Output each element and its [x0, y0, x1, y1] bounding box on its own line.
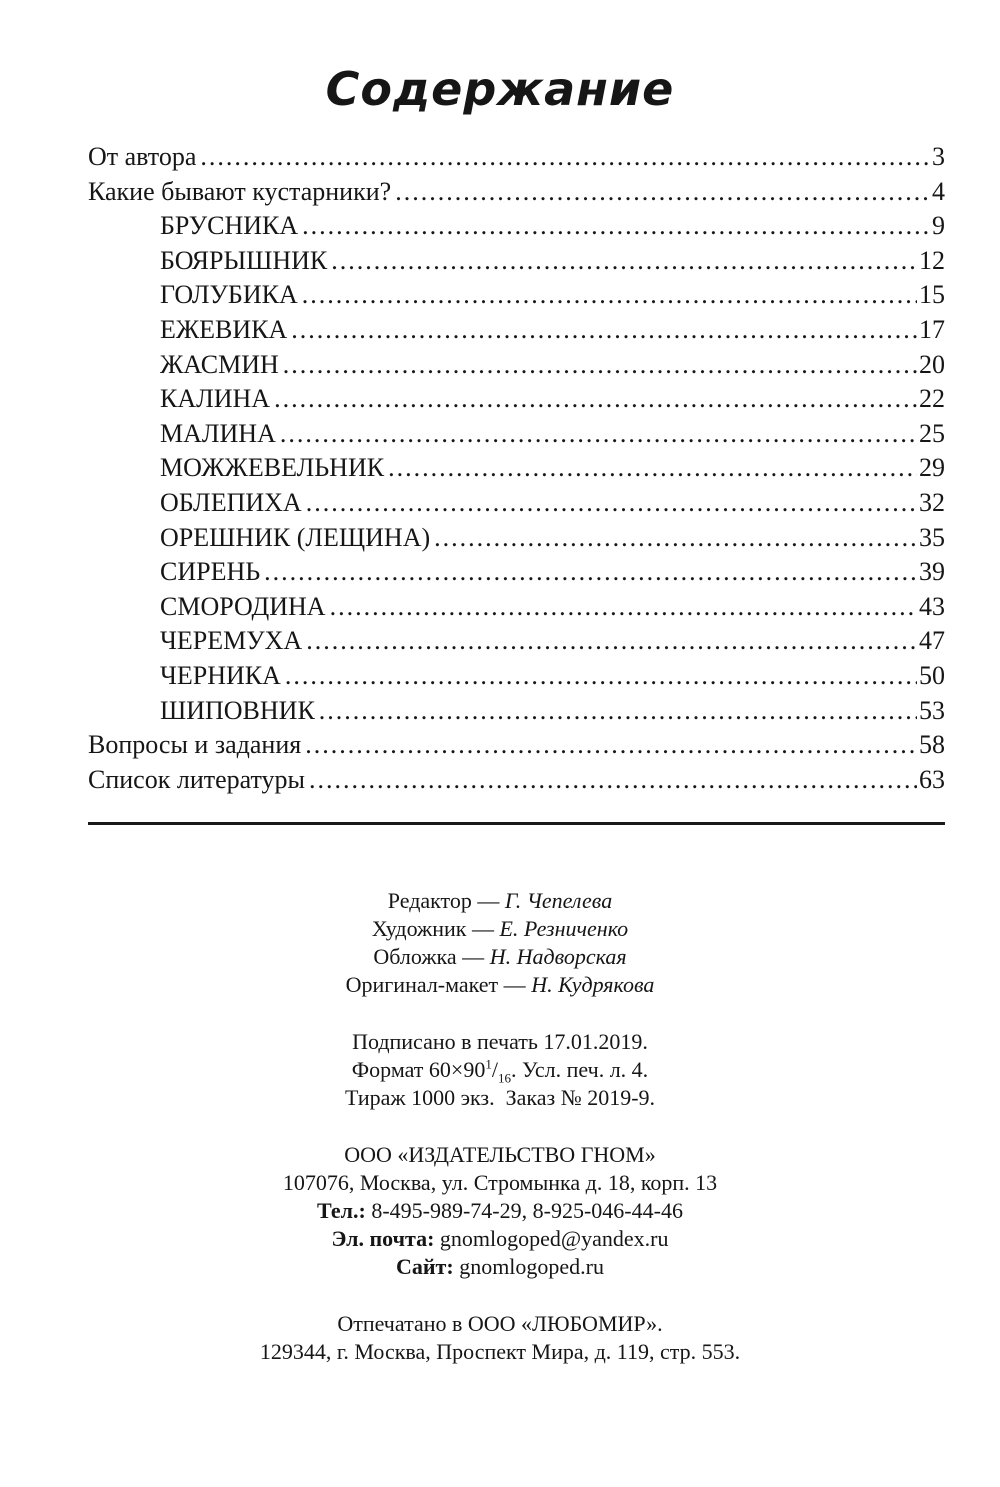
toc-entry[interactable] — [88, 624, 945, 659]
page-title: Содержание — [325, 62, 675, 116]
credit-artist — [0, 915, 1000, 943]
toc-entry-label: ОРЕШНИК (ЛЕЩИНА) — [160, 522, 431, 552]
toc-entry-page: 15 — [919, 280, 945, 310]
dot-leader — [305, 728, 917, 763]
credit-role: Обложка — — [373, 944, 485, 969]
email-value[interactable]: gnomlogoped@yandex.ru — [434, 1226, 669, 1251]
toc-entry-label: КАЛИНА — [160, 384, 271, 414]
printer — [0, 1310, 1000, 1366]
toc-entry-page: 50 — [919, 660, 945, 690]
toc-entry[interactable] — [88, 313, 945, 348]
credits — [0, 887, 1000, 999]
toc-entry-page: 32 — [919, 487, 945, 517]
format-suffix: . Усл. печ. л. 4. — [510, 1057, 649, 1082]
dot-leader — [283, 348, 917, 383]
toc-entry-label: ЖАСМИН — [160, 349, 279, 379]
toc-entry[interactable] — [88, 555, 945, 590]
phone-label: Тел.: — [317, 1198, 366, 1223]
table-of-contents — [88, 140, 945, 797]
toc-entry[interactable] — [88, 209, 945, 244]
credit-role: Оригинал-макет — — [345, 972, 526, 997]
toc-entry[interactable] — [88, 763, 945, 798]
format: Формат $60\times 90^1/_{16}$. Усл. печ. л. 4. — [351, 1056, 649, 1086]
toc-entry-label: БОЯРЫШНИК — [160, 245, 328, 275]
toc-entry-label: СИРЕНЬ — [160, 557, 261, 587]
toc-entry-page: 29 — [919, 453, 945, 483]
toc-entry-page: 25 — [919, 418, 945, 448]
toc-entry-label: СМОРОДИНА — [160, 591, 326, 621]
dot-leader — [319, 694, 917, 729]
toc-entry[interactable] — [88, 140, 945, 175]
format-text: Формат 60×90 — [351, 1057, 486, 1082]
site-label: Сайт: — [395, 1254, 454, 1279]
toc-entry-page: 20 — [919, 349, 945, 379]
credit-name: Н. Кудрякова — [531, 972, 655, 997]
toc-entry-label: От автора — [88, 142, 197, 171]
toc-entry-page: 35 — [919, 522, 945, 552]
dot-leader — [388, 451, 917, 486]
toc-entry-page: 4 — [932, 176, 945, 206]
toc-entry[interactable] — [88, 382, 945, 417]
toc-entry-label: ЧЕРЕМУХА — [160, 626, 303, 656]
dot-leader — [291, 313, 917, 348]
toc-entry-page: 58 — [919, 730, 945, 760]
toc-entry-page: 22 — [919, 384, 945, 414]
dot-leader — [264, 555, 917, 590]
print-info — [0, 1028, 1000, 1112]
toc-entry-page: 17 — [919, 314, 945, 344]
toc-entry-page: 63 — [919, 764, 945, 794]
toc-entry-label: МОЖЖЕВЕЛЬНИК — [160, 453, 385, 483]
publisher-email — [0, 1225, 1000, 1253]
run-order: Тираж 1000 экз. Заказ № 2019-9. — [344, 1085, 656, 1110]
toc-entry-label: МАЛИНА — [160, 418, 276, 448]
dot-leader — [306, 486, 917, 521]
printer-address: 129344, г. Москва, Проспект Мира, д. 119, стр. 553. — [259, 1339, 741, 1364]
email-label: Эл. почта: — [331, 1226, 435, 1251]
toc-entry-page: 12 — [919, 245, 945, 275]
toc-entry-label: Список литературы — [88, 764, 305, 794]
credit-role: Художник — — [371, 916, 494, 941]
phone-value: 8-495-989-74-29, 8-925-046-44-46 — [365, 1198, 683, 1223]
toc-entry[interactable] — [88, 451, 945, 486]
toc-entry-page: 39 — [919, 557, 945, 587]
credit-editor — [0, 887, 1000, 915]
toc-entry[interactable] — [88, 728, 945, 763]
site-value[interactable]: gnomlogoped.ru — [453, 1254, 605, 1279]
credit-name: Н. Надворская — [489, 944, 627, 969]
dot-leader — [331, 244, 917, 279]
toc-entry[interactable] — [88, 486, 945, 521]
dot-leader — [200, 140, 930, 175]
toc-entry[interactable] — [88, 175, 945, 210]
format-sub: 16 — [497, 1070, 511, 1086]
publisher — [0, 1141, 1000, 1281]
credit-layout — [0, 971, 1000, 999]
dot-leader — [274, 382, 917, 417]
toc-entry[interactable] — [88, 348, 945, 383]
credit-role: Редактор — — [387, 888, 500, 913]
toc-entry-page: 3 — [932, 142, 945, 171]
dot-leader — [395, 175, 930, 210]
dot-leader — [280, 417, 917, 452]
credit-cover — [0, 943, 1000, 971]
toc-entry-label: ЕЖЕВИКА — [160, 314, 288, 344]
toc-entry-label: ОБЛЕПИХА — [160, 487, 302, 517]
toc-entry[interactable] — [88, 244, 945, 279]
publisher-address: 107076, Москва, ул. Стромынка д. 18, корп. 13 — [282, 1170, 718, 1195]
dot-leader — [285, 659, 917, 694]
toc-entry[interactable] — [88, 694, 945, 729]
toc-entry[interactable] — [88, 659, 945, 694]
printer-name: Отпечатано в ООО «ЛЮБОМИР». — [337, 1311, 663, 1336]
toc-entry-label: Какие бывают кустарники? — [88, 176, 392, 206]
toc-entry[interactable] — [88, 521, 945, 556]
format-sup: 1 — [485, 1056, 492, 1072]
signed-date: Подписано в печать 17.01.2019. — [352, 1029, 648, 1054]
dot-leader — [302, 278, 917, 313]
toc-entry-label: ГОЛУБИКА — [160, 280, 298, 310]
toc-entry[interactable] — [88, 590, 945, 625]
publisher-name: ООО «ИЗДАТЕЛЬСТВО ГНОМ» — [344, 1142, 656, 1167]
credit-name: Г. Чепелева — [504, 888, 613, 913]
toc-entry-label: ЧЕРНИКА — [160, 660, 281, 690]
dot-leader — [434, 521, 917, 556]
dot-leader — [302, 209, 930, 244]
publisher-phone — [0, 1197, 1000, 1225]
publisher-site — [0, 1253, 1000, 1281]
toc-entry[interactable] — [88, 417, 945, 452]
credit-name: Е. Резниченко — [499, 916, 629, 941]
divider — [88, 822, 945, 825]
toc-entry-page: 9 — [932, 211, 945, 241]
toc-entry-label: ШИПОВНИК — [160, 695, 315, 725]
dot-leader — [306, 624, 917, 659]
dot-leader — [330, 590, 917, 625]
toc-entry[interactable] — [88, 278, 945, 313]
toc-entry-label: Вопросы и задания — [88, 730, 302, 760]
dot-leader — [309, 763, 917, 798]
toc-entry-page: 43 — [919, 591, 945, 621]
toc-entry-label: БРУСНИКА — [160, 211, 299, 241]
toc-entry-page: 53 — [919, 695, 945, 725]
toc-entry-page: 47 — [919, 626, 945, 656]
